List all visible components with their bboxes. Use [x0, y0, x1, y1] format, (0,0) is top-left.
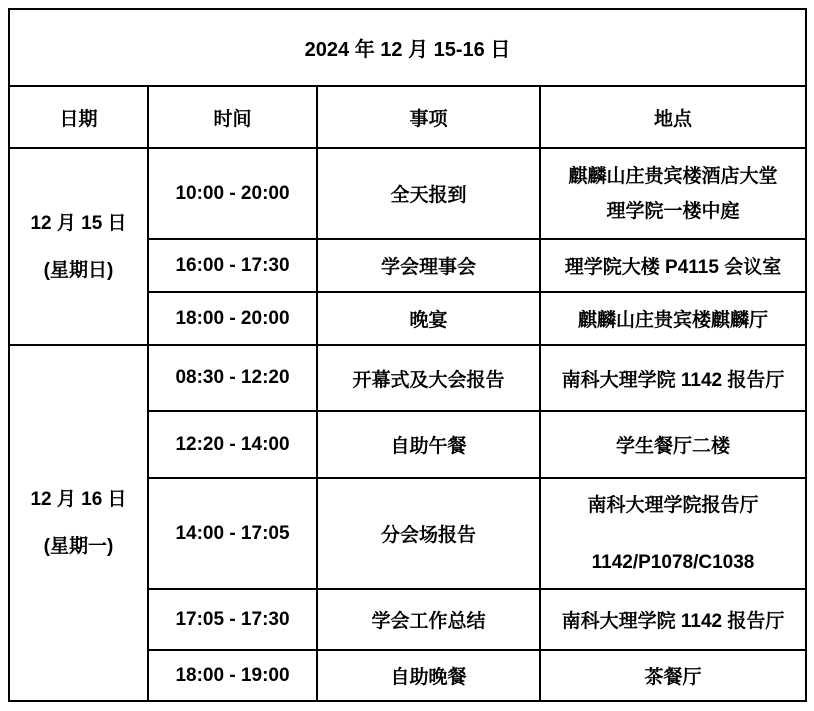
- event-cell: 自助晚餐: [317, 650, 540, 701]
- event-cell: 学会理事会: [317, 239, 540, 292]
- date-cell-day2: [9, 345, 148, 701]
- date-text: 12 月 16 日: [30, 489, 127, 510]
- event-cell: 晚宴: [317, 292, 540, 345]
- location-cell: [540, 478, 806, 589]
- header-event: 事项: [317, 86, 540, 148]
- date-cell-day1: [9, 148, 148, 345]
- location-cell: 南科大理学院 1142 报告厅: [540, 345, 806, 411]
- event-cell: 学会工作总结: [317, 589, 540, 650]
- location-cell: 学生餐厅二楼: [540, 411, 806, 478]
- event-cell: 开幕式及大会报告: [317, 345, 540, 411]
- location-line: 1142/P1078/C1038: [591, 551, 755, 573]
- location-cell: 麒麟山庄贵宾楼麒麟厅: [540, 292, 806, 345]
- time-cell: 12:20 - 14:00: [148, 411, 317, 478]
- header-row: [9, 86, 806, 148]
- location-cell: 理学院大楼 P4115 会议室: [540, 239, 806, 292]
- table-title: 2024 年 12 月 15-16 日: [9, 9, 806, 86]
- header-time: 时间: [148, 86, 317, 148]
- weekday-text: (星期一): [43, 536, 114, 557]
- time-cell: 10:00 - 20:00: [148, 148, 317, 239]
- location-line: 理学院一楼中庭: [606, 200, 740, 222]
- event-cell: 全天报到: [317, 148, 540, 239]
- time-cell: 18:00 - 20:00: [148, 292, 317, 345]
- time-cell: 08:30 - 12:20: [148, 345, 317, 411]
- table-row: [9, 148, 806, 239]
- location-line: 麒麟山庄贵宾楼酒店大堂: [568, 165, 778, 187]
- location-cell: 南科大理学院 1142 报告厅: [540, 589, 806, 650]
- weekday-text: (星期日): [43, 259, 114, 281]
- location-line: 南科大理学院报告厅: [587, 494, 759, 516]
- time-cell: 14:00 - 17:05: [148, 478, 317, 589]
- title-row: [9, 9, 806, 86]
- header-location: 地点: [540, 86, 806, 148]
- time-cell: 16:00 - 17:30: [148, 239, 317, 292]
- header-date: 日期: [9, 86, 148, 148]
- schedule-table: [8, 8, 807, 702]
- time-cell: 17:05 - 17:30: [148, 589, 317, 650]
- location-cell: 茶餐厅: [540, 650, 806, 701]
- event-cell: 分会场报告: [317, 478, 540, 589]
- event-cell: 自助午餐: [317, 411, 540, 478]
- location-cell: [540, 148, 806, 239]
- table-row: [9, 345, 806, 411]
- date-text: 12 月 15 日: [30, 212, 127, 234]
- time-cell: 18:00 - 19:00: [148, 650, 317, 701]
